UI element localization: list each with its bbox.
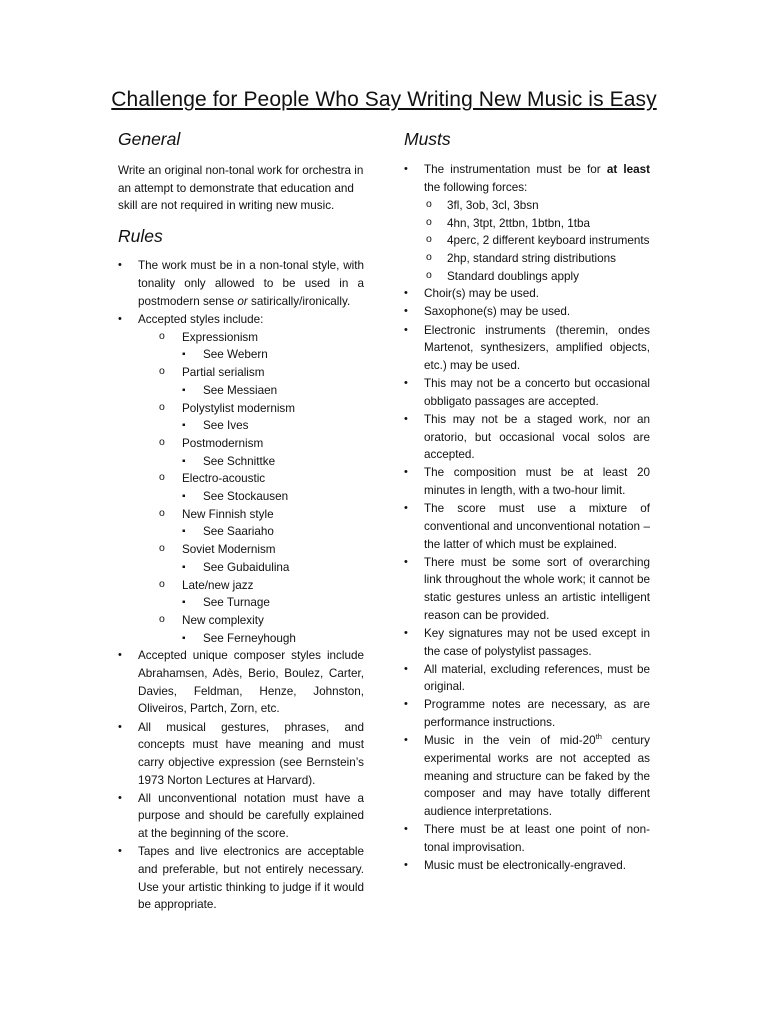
- style-see-item: ▪ See Saariaho: [118, 523, 364, 541]
- style-see-item: ▪ See Stockausen: [118, 488, 364, 506]
- rules-item-6: • Tapes and live electronics are acceptable and preferable, but not entirely necessary. Use your artistic thinking to judge if it would be appropriate.: [118, 843, 364, 914]
- style-see-item: ▪ See Ives: [118, 417, 364, 435]
- musts-item-1-post: the following forces:: [424, 180, 528, 194]
- rules-item-5: • All unconventional notation must have a purpose and should be carefully explained at the beginning of the score.: [118, 790, 364, 843]
- musts-item-4: • Electronic instruments (theremin, ondes Martenot, synthesizers, amplified objects, etc.) may be used.: [404, 322, 650, 375]
- musts-item-9: • There must be some sort of overarching link throughout the whole work; it cannot be static gestures unless an artistic intelligent reason can be provided.: [404, 554, 650, 625]
- force-item: o 4hn, 3tpt, 2ttbn, 1btbn, 1tba: [404, 215, 650, 233]
- musts-item-7: • The composition must be at least 20 minutes in length, with a two-hour limit.: [404, 464, 650, 499]
- musts-item-13-sup: th: [595, 732, 602, 742]
- style-item: o Electro-acoustic: [118, 470, 364, 488]
- musts-item-10: • Key signatures may not be used except in the case of polystylist passages.: [404, 625, 650, 660]
- musts-item-3: • Saxophone(s) may be used.: [404, 303, 650, 321]
- musts-item-15: • Music must be electronically-engraved.: [404, 857, 650, 875]
- rules-item-1-pre: The work must be in a non-tonal style, with tonality only allowed to be used in a postmodern sense: [138, 259, 364, 308]
- style-see-item: ▪ See Ferneyhough: [118, 630, 364, 648]
- style-item: o Soviet Modernism: [118, 541, 364, 559]
- rules-item-1: [118, 257, 364, 310]
- musts-item-13-pre: Music in the vein of mid-20: [424, 734, 596, 748]
- rules-item-1-emphasis: or: [237, 294, 248, 308]
- musts-item-11: • All material, excluding references, must be original.: [404, 661, 650, 696]
- style-see-item: ▪ See Turnage: [118, 594, 364, 612]
- musts-item-14: • There must be at least one point of non-tonal improvisation.: [404, 821, 650, 856]
- style-see-item: ▪ See Schnittke: [118, 453, 364, 471]
- force-item: o 2hp, standard string distributions: [404, 250, 650, 268]
- force-item: o 3fl, 3ob, 3cl, 3bsn: [404, 197, 650, 215]
- left-column: [118, 128, 364, 914]
- style-see-item: ▪ See Gubaidulina: [118, 559, 364, 577]
- style-see-item: ▪ See Webern: [118, 346, 364, 364]
- style-item: o Polystylist modernism: [118, 400, 364, 418]
- musts-item-13: [404, 732, 650, 821]
- document-title: Challenge for People Who Say Writing New Music is Easy: [111, 88, 657, 111]
- rules-item-1-post: satirically/ironically.: [247, 294, 351, 308]
- style-item: o Postmodernism: [118, 435, 364, 453]
- force-item: o Standard doublings apply: [404, 268, 650, 286]
- style-see-item: ▪ See Messiaen: [118, 382, 364, 400]
- musts-item-6: • This may not be a staged work, nor an oratorio, but occasional vocal solos are accepted.: [404, 411, 650, 464]
- style-item: o Expressionism: [118, 329, 364, 347]
- style-item: o New complexity: [118, 612, 364, 630]
- musts-item-1-bold: at least: [606, 163, 651, 176]
- rules-list: [118, 257, 364, 914]
- musts-list: [404, 161, 650, 875]
- general-text: Write an original non-tonal work for orchestra in an attempt to demonstrate that education and skill are not required in writing new music.: [118, 164, 364, 213]
- rules-item-2: [118, 311, 364, 329]
- style-item: o New Finnish style: [118, 506, 364, 524]
- musts-item-2: • Choir(s) may be used.: [404, 285, 650, 303]
- musts-item-8: • The score must use a mixture of conventional and unconventional notation – the latter of which must be explained.: [404, 500, 650, 553]
- right-column: [404, 128, 650, 875]
- musts-item-12: • Programme notes are necessary, as are performance instructions.: [404, 696, 650, 731]
- musts-heading: Musts: [404, 129, 451, 149]
- rules-item-3: • Accepted unique composer styles include Abrahamsen, Adès, Berio, Boulez, Carter, Davies, Feldman, Henze, Johnston, Oliveiros, Partch, Zorn, etc.: [118, 647, 364, 718]
- force-item: o 4perc, 2 different keyboard instruments: [404, 232, 650, 250]
- style-item: o Late/new jazz: [118, 577, 364, 595]
- rules-heading: Rules: [118, 226, 163, 247]
- musts-item-5: • This may not be a concerto but occasional obbligato passages are accepted.: [404, 375, 650, 410]
- general-heading: General: [118, 129, 181, 149]
- style-item: o Partial serialism: [118, 364, 364, 382]
- musts-item-1: [404, 161, 650, 196]
- musts-item-1-pre: The instrumentation must be for: [424, 163, 607, 176]
- rules-item-4: • All musical gestures, phrases, and concepts must have meaning and must carry objective expression (see Bernstein’s 1973 Norton Lectures at Harvard).: [118, 719, 364, 790]
- musts-item-13-post: century experimental works are not accepted as meaning and structure can be faked by the composer and may have totally different audience interpretations.: [424, 734, 651, 818]
- accepted-styles-label: Accepted styles include:: [138, 312, 264, 326]
